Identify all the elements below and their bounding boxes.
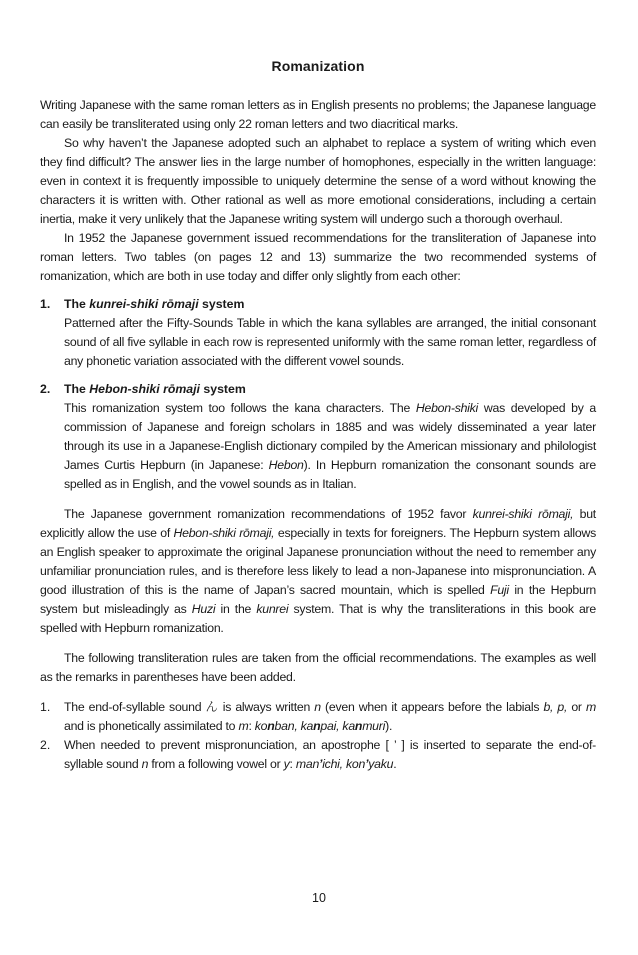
- text-run: This romanization system too follows the kana characters. The: [64, 401, 416, 415]
- romanization-systems-list: [40, 295, 596, 494]
- text-run-italic: m: [238, 719, 249, 733]
- kana-character: ん: [205, 700, 219, 714]
- system-heading: [64, 295, 596, 314]
- text-run-italic: b, p,: [543, 700, 568, 714]
- rule-text: [64, 736, 596, 774]
- system-description: [64, 399, 596, 494]
- example-word: kon’yaku: [346, 757, 394, 771]
- rule-number: 2.: [40, 738, 51, 752]
- system-description: Patterned after the Fifty-Sounds Table in which the kana syllables are arranged, the initial consonant sound of all five syllable in each row is represented uniformly with the same roman letter, regardless of any phonetic variation associated with the different vowel sounds.: [64, 316, 596, 368]
- text-run-italic: Fuji: [490, 583, 509, 597]
- system-item-number: 2.: [40, 382, 51, 396]
- page-number: 10: [312, 891, 326, 905]
- text-run-italic: n: [141, 757, 149, 771]
- system-item-hebon: [40, 380, 596, 494]
- heading-text: The: [64, 297, 90, 311]
- text-run-italic: y: [283, 757, 290, 771]
- text-run: especially in texts for foreigners. The Hepburn system allows an English speaker to approximate the original Japanese pronunciation without the need to remember any unfamiliar pronunciation rules, and is therefore less likely to lead a non-Japanese into mispronunciation. A good illustration of this is the name of Japan’s sacred mountain, which is spelled: [40, 526, 596, 597]
- text-run-italic: Hebon: [268, 458, 304, 472]
- text-run: system. That is why the transliterations in this book are spelled with Hepburn romanization.: [40, 602, 596, 635]
- example-word: man’ichi,: [295, 757, 346, 771]
- paragraph-intro: Writing Japanese with the same roman letters as in English presents no problems; the Japanese language can easily be transliterated using only 22 roman letters and two diacritical marks.: [40, 98, 596, 131]
- rule-item: [40, 736, 596, 774]
- text-run-italic: n: [314, 700, 321, 714]
- text-run: in the Hepburn system but misleadingly as: [40, 583, 596, 616]
- text-run: from a following vowel or: [148, 757, 284, 771]
- text-run: ). In Hepburn romanization the consonant sounds are spelled as in English, and the vowel sounds as in Italian.: [64, 458, 596, 491]
- heading-system-name: Hebon-shiki rōmaji: [89, 382, 200, 396]
- text-run: When needed to prevent mispronunciation, an apostrophe [ ’ ] is inserted to separate the end-of-syllable sound: [64, 738, 596, 771]
- system-item-number: 1.: [40, 297, 51, 311]
- text-run-italic: Hebon-shiki: [415, 401, 479, 415]
- text-run-italic: m: [585, 700, 596, 714]
- text-run: (even when it appears before the labials: [320, 700, 544, 714]
- text-run-italic: kunrei-shiki rōmaji,: [472, 507, 574, 521]
- text-run: in the: [215, 602, 257, 616]
- text-run: The Japanese government romanization recommendations of 1952 favor: [64, 507, 473, 521]
- text-run: was developed by a commission of Japanese and foreign scholars in 1885 and was widely disseminated a year later through its use in a Japanese-English dictionary compiled by the American missionary and philologist James Curtis Hepburn (in Japanese:: [64, 401, 596, 472]
- rule-number: 1.: [40, 700, 51, 714]
- text-run-italic: Huzi: [191, 602, 216, 616]
- example-word: kanmuri: [342, 719, 386, 733]
- rule-item: [40, 698, 596, 736]
- text-run-italic: Hebon-shiki rōmaji,: [173, 526, 275, 540]
- text-run: is always written: [218, 700, 315, 714]
- text-run: and is phonetically assimilated to: [64, 719, 239, 733]
- heading-text: system: [199, 382, 246, 396]
- paragraph-rules-intro: The following transliteration rules are taken from the official recommendations. The examples as well as the remarks in parentheses have been added.: [40, 651, 596, 684]
- system-heading: [64, 380, 596, 399]
- text-run-italic: kunrei: [256, 602, 289, 616]
- page-content: [40, 58, 596, 774]
- paragraph-1952-recommendations: In 1952 the Japanese government issued recommendations for the transliteration of Japanese into roman letters. Two tables (on pages 12 and 13) summarize the two recommended systems of romanization, which are both in use today and differ only slightly from each other:: [40, 231, 596, 283]
- transliteration-rules-list: [40, 698, 596, 774]
- text-run: :: [289, 757, 296, 771]
- heading-system-name: kunrei-shiki rōmaji: [89, 297, 199, 311]
- text-run: or: [567, 700, 586, 714]
- page-title: Romanization: [271, 58, 365, 74]
- heading-text: system: [198, 297, 245, 311]
- text-run: :: [248, 719, 255, 733]
- rule-text: [64, 698, 596, 736]
- text-run: The end-of-syllable sound: [64, 700, 206, 714]
- example-word: kanpai,: [300, 719, 343, 733]
- paragraph-hepburn-advantages: [40, 505, 596, 638]
- system-item-kunrei: [40, 295, 596, 371]
- text-run: ).: [385, 719, 393, 733]
- paragraph-homophones: So why haven’t the Japanese adopted such an alphabet to replace a system of writing which even they find difficult? The answer lies in the large number of homophones, especially in the written language: even in context it is frequently impossible to uniquely determine the sense of a word without knowing the characters it is written with. Other rational as well as more emotional considerations, including a certain inertia, make it very unlikely that the Japanese writing system will undergo such a thorough overhaul.: [40, 136, 596, 226]
- text-run: but explicitly allow the use of: [40, 507, 596, 540]
- heading-text: The: [64, 382, 90, 396]
- example-word: konban,: [254, 719, 301, 733]
- text-run: .: [393, 757, 397, 771]
